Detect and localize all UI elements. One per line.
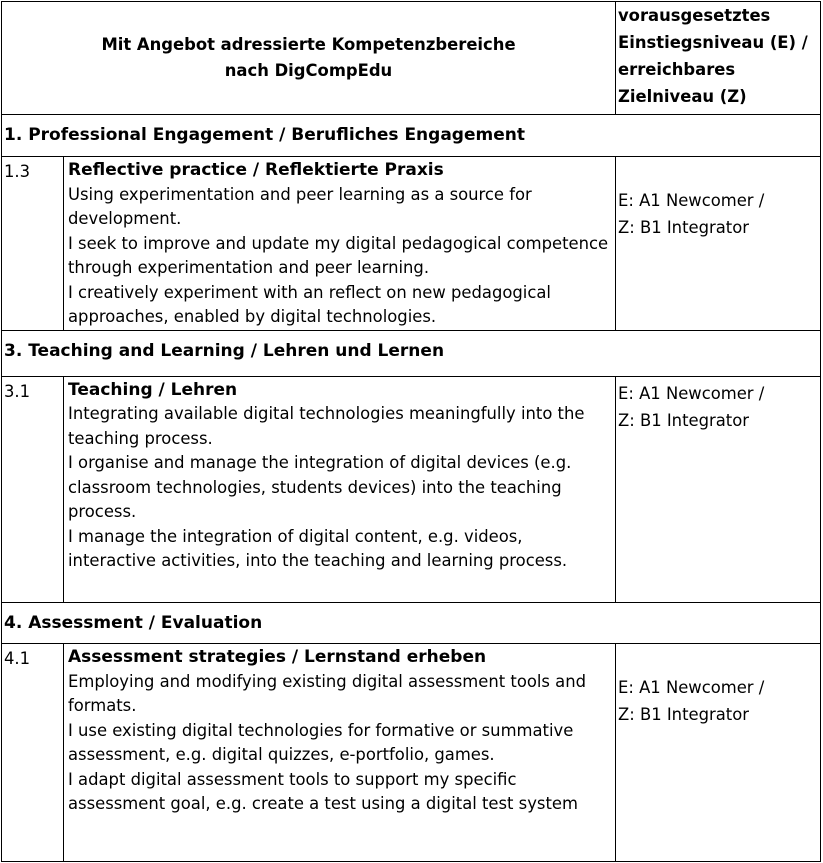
section-row xyxy=(2,330,821,376)
competence-text: I creatively experiment with an reflect on new pedagogical approaches, enabled by digital technologies. xyxy=(68,282,551,326)
competence-description xyxy=(64,376,616,602)
header-title-line2: nach DigCompEdu xyxy=(224,61,393,80)
competence-table xyxy=(1,1,821,862)
level-entry: Z: B1 Integrator xyxy=(618,410,749,430)
header-row xyxy=(2,2,821,115)
section-title: 3. Teaching and Learning / Lehren und Lernen xyxy=(2,330,821,376)
competence-text: I organise and manage the integration of digital devices (e.g. classroom technologies, students devices) into the teaching process. xyxy=(68,453,572,521)
header-level-line: vorausgesetztes xyxy=(618,6,771,25)
competence-level xyxy=(616,157,821,331)
competence-number: 4.1 xyxy=(2,644,64,862)
level-entry: E: A1 Newcomer / xyxy=(618,383,765,403)
header-level-cell xyxy=(616,2,821,115)
level-entry: E: A1 Newcomer / xyxy=(618,678,765,697)
competence-description xyxy=(64,644,616,862)
competence-description xyxy=(64,157,616,331)
header-level-line: Einstiegsniveau (E) / xyxy=(618,33,808,52)
header-title-line1: Mit Angebot adressierte Kompetenzbereiche xyxy=(101,35,516,54)
header-title-cell xyxy=(2,2,616,115)
competence-heading: Assessment strategies / Lernstand erheben xyxy=(68,647,487,667)
competence-text: Using experimentation and peer learning as a source for development. xyxy=(68,184,532,228)
level-entry: E: A1 Newcomer / xyxy=(618,191,765,210)
level-entry: Z: B1 Integrator xyxy=(618,218,749,237)
competence-heading: Teaching / Lehren xyxy=(68,379,238,400)
competence-row xyxy=(2,376,821,602)
competence-number: 3.1 xyxy=(2,376,64,602)
competence-text: I seek to improve and update my digital pedagogical competence through experimentation and peer learning. xyxy=(68,233,609,277)
competence-text: I adapt digital assessment tools to support my specific assessment goal, e.g. create a test using a digital test system xyxy=(68,769,578,813)
header-level-line: erreichbares xyxy=(618,60,736,79)
section-title: 1. Professional Engagement / Berufliches Engagement xyxy=(2,115,821,157)
section-row xyxy=(2,115,821,157)
competence-heading: Reflective practice / Reflektierte Praxis xyxy=(68,160,444,180)
competence-text: I manage the integration of digital content, e.g. videos, interactive activities, into the teaching and learning process. xyxy=(68,526,568,570)
section-row xyxy=(2,602,821,644)
competence-row xyxy=(2,157,821,331)
section-title: 4. Assessment / Evaluation xyxy=(2,602,821,644)
competence-level xyxy=(616,644,821,862)
level-entry: Z: B1 Integrator xyxy=(618,705,749,724)
competence-level xyxy=(616,376,821,602)
competence-text: Integrating available digital technologies meaningfully into the teaching process. xyxy=(68,404,585,448)
competence-row xyxy=(2,644,821,862)
competence-text: Employing and modifying existing digital assessment tools and formats. xyxy=(68,671,587,715)
competence-text: I use existing digital technologies for formative or summative assessment, e.g. digital quizzes, e-portfolio, games. xyxy=(68,720,574,764)
header-level-line: Zielniveau (Z) xyxy=(618,87,747,106)
competence-number: 1.3 xyxy=(2,157,64,331)
